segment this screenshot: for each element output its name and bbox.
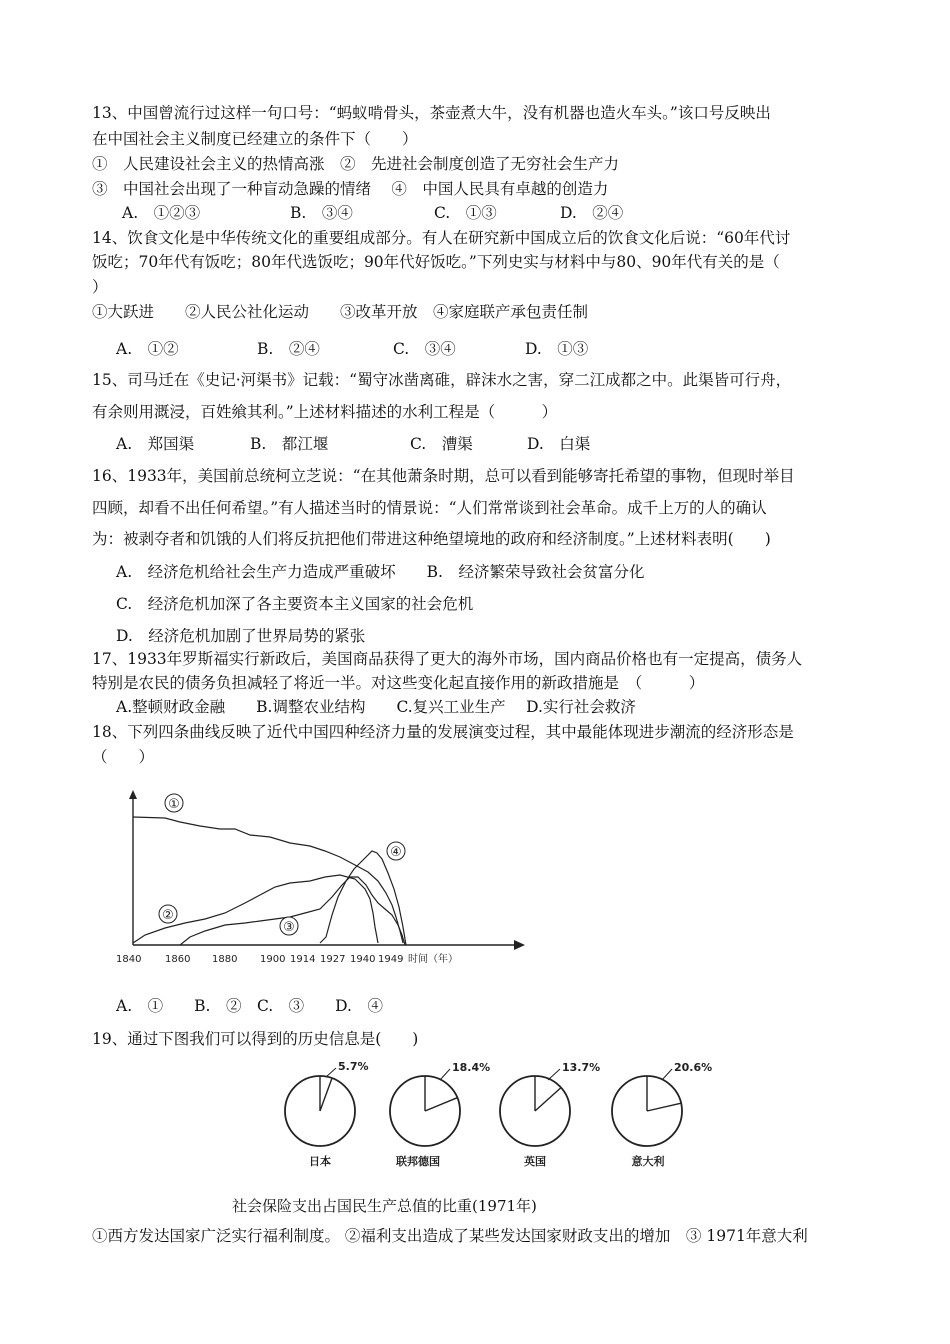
chart-x-axis-arrow xyxy=(514,940,525,950)
q13-option-c[interactable]: C. ①③ xyxy=(434,204,497,222)
q15-stem-line2: 有余则用溉浸，百姓飨其利。”上述材料描述的水利工程是（ ） xyxy=(92,403,558,421)
pie-uk-percent: 13.7% xyxy=(562,1061,601,1074)
social-insurance-pie-charts xyxy=(270,1055,720,1185)
x-tick-label: 1860 xyxy=(165,954,191,965)
q14-statement-1: ①大跃进 ②人民公社化运动 ③改革开放 ④家庭联产承包责任制 xyxy=(92,303,589,321)
pie-chart-caption: 社会保险支出占国民生产总值的比重(1971年) xyxy=(232,1197,537,1215)
series-3-label: ③ xyxy=(283,920,295,935)
q14-stem-line2: 饭吃；70年代有饭吃；80年代选饭吃；90年代好饭吃。”下列史实与材料中与80、90年代有关的是（ xyxy=(92,253,780,271)
q15-option-d[interactable]: D. 白渠 xyxy=(527,435,591,453)
x-tick-label: 1900 xyxy=(260,954,286,965)
x-tick-label: 1949 xyxy=(378,954,404,965)
q16-option-ab[interactable]: A. 经济危机给社会生产力造成严重破坏 B. 经济繁荣导致社会贫富分化 xyxy=(116,563,645,581)
q16-stem-line3: 为：被剥夺者和饥饿的人们将反抗把他们带进这种绝望境地的政府和经济制度。”上述材料表明( ) xyxy=(92,530,771,548)
q17-options[interactable]: A.整顿财政金融 B.调整农业结构 C.复兴工业生产 D.实行社会救济 xyxy=(116,698,636,716)
q16-option-c[interactable]: C. 经济危机加深了各主要资本主义国家的社会危机 xyxy=(116,595,474,613)
x-axis-label: 时间（年） xyxy=(408,954,458,965)
q15-stem-line1: 15、司马迁在《史记·河渠书》记载：“蜀守冰凿离碓，辟沫水之害，穿二江成都之中。此渠皆可行舟， xyxy=(92,371,792,389)
x-tick-label: 1840 xyxy=(116,954,142,965)
series-1-label: ① xyxy=(168,797,180,812)
q19-stem-line1: 19、通过下图我们可以得到的历史信息是( ) xyxy=(92,1030,419,1048)
pie-west-germany-percent: 18.4% xyxy=(452,1061,491,1074)
q13-statement-1: ① 人民建设社会主义的热情高涨 ② 先进社会制度创造了无穷社会生产力 xyxy=(92,155,620,173)
pie-japan-leader xyxy=(326,1068,336,1077)
q18-options[interactable]: A. ① B. ② C. ③ D. ④ xyxy=(116,997,383,1015)
pie-uk-country: 英国 xyxy=(524,1155,546,1168)
q19-statement-1: ①西方发达国家广泛实行福利制度。 ②福利支出造成了某些发达国家财政支出的增加 ③ 1971年意大利 xyxy=(92,1227,808,1245)
q15-option-b[interactable]: B. 都江堰 xyxy=(250,435,329,453)
q15-option-c[interactable]: C. 漕渠 xyxy=(410,435,473,453)
x-tick-label: 1927 xyxy=(320,954,346,965)
q16-option-d[interactable]: D. 经济危机加剧了世界局势的紧张 xyxy=(116,627,366,645)
q14-option-d[interactable]: D. ①③ xyxy=(525,340,589,358)
q14-stem-line1: 14、饮食文化是中华传统文化的重要组成部分。有人在研究新中国成立后的饮食文化后说：“60年代讨 xyxy=(92,229,791,247)
q13-option-a[interactable]: A. ①②③ xyxy=(122,204,201,222)
x-tick-label: 1914 xyxy=(290,954,316,965)
q17-stem-line2: 特别是农民的债务负担减轻了将近一半。对这些变化起直接作用的新政措施是 （ ） xyxy=(92,674,705,692)
q13-stem-line2: 在中国社会主义制度已经建立的条件下（ ） xyxy=(92,130,418,148)
q13-statement-2: ③ 中国社会出现了一种盲动急躁的情绪 ④ 中国人民具有卓越的创造力 xyxy=(92,180,609,198)
series-2-label: ② xyxy=(162,908,174,923)
q15-option-a[interactable]: A. 郑国渠 xyxy=(116,435,195,453)
pie-uk-leader xyxy=(548,1069,560,1080)
series-4-label: ④ xyxy=(390,845,402,860)
q13-option-d[interactable]: D. ②④ xyxy=(560,204,624,222)
q18-stem-line1: 18、下列四条曲线反映了近代中国四种经济力量的发展演变过程，其中最能体现进步潮流的经济形态是 xyxy=(92,723,794,741)
x-tick-label: 1880 xyxy=(212,954,238,965)
curve-series-4 xyxy=(320,851,406,945)
curve-series-1 xyxy=(133,817,403,943)
q13-stem-line1: 13、中国曾流行过这样一句口号：“蚂蚁啃骨头，茶壶煮大牛，没有机器也造火车头。”该口号反映出 xyxy=(92,104,771,122)
economic-curves-chart xyxy=(110,785,540,970)
q14-option-c[interactable]: C. ③④ xyxy=(393,340,456,358)
pie-west-germany-country: 联邦德国 xyxy=(396,1155,440,1168)
pie-west-germany-leader xyxy=(440,1069,450,1080)
q14-option-b[interactable]: B. ②④ xyxy=(257,340,320,358)
pie-italy-country: 意大利 xyxy=(631,1155,665,1168)
pie-italy-leader xyxy=(662,1069,672,1080)
pie-japan-percent: 5.7% xyxy=(338,1060,369,1073)
chart-y-axis-arrow xyxy=(129,790,137,799)
q16-stem-line1: 16、1933年，美国前总统柯立芝说：“在其他萧条时期，总可以看到能够寄托希望的事物，但现时举目 xyxy=(92,467,795,485)
pie-italy-percent: 20.6% xyxy=(674,1061,713,1074)
q17-stem-line1: 17、1933年罗斯福实行新政后，美国商品获得了更大的海外市场，国内商品价格也有一定提高，债务人 xyxy=(92,650,803,668)
q14-stem-line3: ） xyxy=(92,278,108,296)
q14-option-a[interactable]: A. ①② xyxy=(116,340,179,358)
pie-japan-country: 日本 xyxy=(309,1155,331,1168)
q13-option-b[interactable]: B. ③④ xyxy=(290,204,353,222)
q18-stem-line2: （ ） xyxy=(92,748,155,766)
q16-stem-line2: 四顾，却看不出任何希望。”有人描述当时的情景说：“人们常常谈到社会革命。成千上万的人的确认 xyxy=(92,499,767,517)
x-tick-label: 1940 xyxy=(350,954,376,965)
